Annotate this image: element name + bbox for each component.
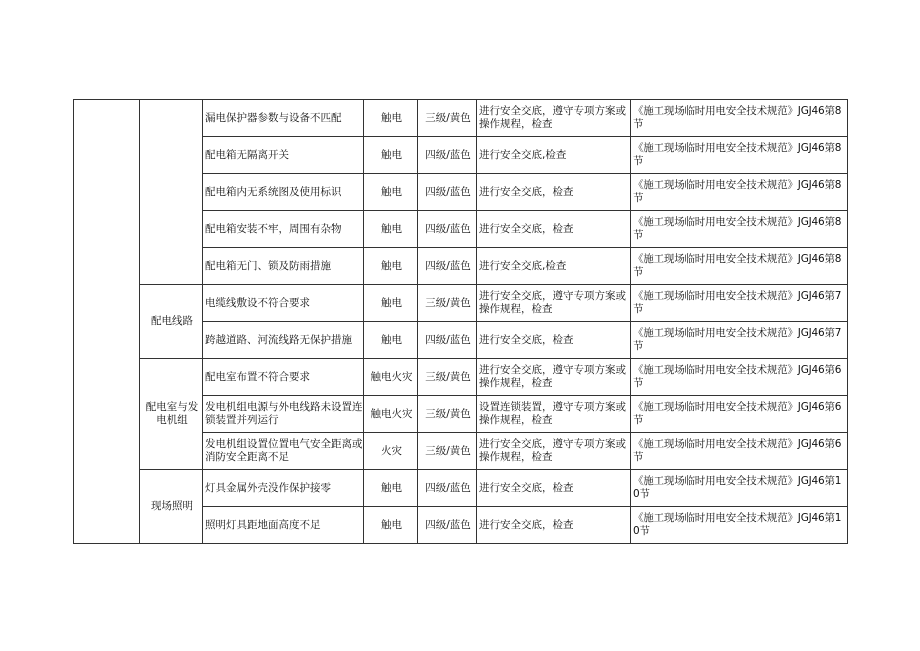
risk-level-cell: 三级/黄色 xyxy=(418,100,477,137)
hazard-item-cell: 灯具金属外壳没作保护接零 xyxy=(203,470,364,507)
hazard-type-cell: 触电 xyxy=(364,470,418,507)
risk-level-cell: 四级/蓝色 xyxy=(418,211,477,248)
hazard-type-cell: 触电火灾 xyxy=(364,359,418,396)
risk-level-cell: 三级/黄色 xyxy=(418,359,477,396)
category-cell xyxy=(74,100,140,544)
basis-cell: 《施工现场临时用电安全技术规范》JGJ46第10节 xyxy=(631,470,848,507)
control-measure-cell: 进行安全交底，遵守专项方案或操作规程，检查 xyxy=(477,100,631,137)
risk-level-cell: 四级/蓝色 xyxy=(418,470,477,507)
hazard-type-cell: 触电 xyxy=(364,285,418,322)
hazard-type-cell: 火灾 xyxy=(364,433,418,470)
basis-cell: 《施工现场临时用电安全技术规范》JGJ46第8节 xyxy=(631,248,848,285)
hazard-type-cell: 触电火灾 xyxy=(364,396,418,433)
subcategory-cell: 配电室与发电机组 xyxy=(140,359,203,470)
basis-cell: 《施工现场临时用电安全技术规范》JGJ46第8节 xyxy=(631,211,848,248)
subcategory-cell: 现场照明 xyxy=(140,470,203,544)
risk-level-cell: 三级/黄色 xyxy=(418,285,477,322)
hazard-item-cell: 配电箱无隔离开关 xyxy=(203,137,364,174)
basis-cell: 《施工现场临时用电安全技术规范》JGJ46第8节 xyxy=(631,137,848,174)
risk-level-cell: 四级/蓝色 xyxy=(418,137,477,174)
basis-cell: 《施工现场临时用电安全技术规范》JGJ46第7节 xyxy=(631,285,848,322)
control-measure-cell: 进行安全交底，检查 xyxy=(477,470,631,507)
hazard-type-cell: 触电 xyxy=(364,507,418,544)
basis-cell: 《施工现场临时用电安全技术规范》JGJ46第8节 xyxy=(631,100,848,137)
subcategory-cell: 配电线路 xyxy=(140,285,203,359)
hazard-item-cell: 跨越道路、河流线路无保护措施 xyxy=(203,322,364,359)
control-measure-cell: 进行安全交底，检查 xyxy=(477,322,631,359)
hazard-item-cell: 配电箱安装不牢，周围有杂物 xyxy=(203,211,364,248)
basis-cell: 《施工现场临时用电安全技术规范》JGJ46第8节 xyxy=(631,174,848,211)
control-measure-cell: 进行安全交底，遵守专项方案或操作规程，检查 xyxy=(477,433,631,470)
risk-table xyxy=(73,99,848,544)
hazard-item-cell: 电缆线敷设不符合要求 xyxy=(203,285,364,322)
control-measure-cell: 进行安全交底，遵守专项方案或操作规程，检查 xyxy=(477,359,631,396)
subcategory-cell xyxy=(140,100,203,285)
basis-cell: 《施工现场临时用电安全技术规范》JGJ46第7节 xyxy=(631,322,848,359)
hazard-item-cell: 配电箱内无系统图及使用标识 xyxy=(203,174,364,211)
hazard-item-cell: 照明灯具距地面高度不足 xyxy=(203,507,364,544)
table-row xyxy=(74,359,848,396)
hazard-item-cell: 发电机组设置位置电气安全距离或消防安全距离不足 xyxy=(203,433,364,470)
risk-level-cell: 四级/蓝色 xyxy=(418,507,477,544)
hazard-type-cell: 触电 xyxy=(364,211,418,248)
risk-level-cell: 三级/黄色 xyxy=(418,433,477,470)
table-row xyxy=(74,470,848,507)
control-measure-cell: 进行安全交底,检查 xyxy=(477,137,631,174)
risk-level-cell: 三级/黄色 xyxy=(418,396,477,433)
hazard-item-cell: 发电机组电源与外电线路未设置连锁装置并列运行 xyxy=(203,396,364,433)
hazard-type-cell: 触电 xyxy=(364,100,418,137)
basis-cell: 《施工现场临时用电安全技术规范》JGJ46第6节 xyxy=(631,359,848,396)
control-measure-cell: 进行安全交底,检查 xyxy=(477,248,631,285)
control-measure-cell: 进行安全交底，检查 xyxy=(477,507,631,544)
hazard-item-cell: 配电室布置不符合要求 xyxy=(203,359,364,396)
risk-level-cell: 四级/蓝色 xyxy=(418,248,477,285)
basis-cell: 《施工现场临时用电安全技术规范》JGJ46第10节 xyxy=(631,507,848,544)
risk-level-cell: 四级/蓝色 xyxy=(418,322,477,359)
basis-cell: 《施工现场临时用电安全技术规范》JGJ46第6节 xyxy=(631,433,848,470)
control-measure-cell: 进行安全交底，检查 xyxy=(477,211,631,248)
hazard-item-cell: 配电箱无门、锁及防雨措施 xyxy=(203,248,364,285)
table-row xyxy=(74,100,848,137)
hazard-type-cell: 触电 xyxy=(364,248,418,285)
hazard-type-cell: 触电 xyxy=(364,137,418,174)
risk-level-cell: 四级/蓝色 xyxy=(418,174,477,211)
hazard-type-cell: 触电 xyxy=(364,174,418,211)
control-measure-cell: 进行安全交底，遵守专项方案或操作规程，检查 xyxy=(477,285,631,322)
hazard-type-cell: 触电 xyxy=(364,322,418,359)
control-measure-cell: 设置连锁装置，遵守专项方案或操作规程，检查 xyxy=(477,396,631,433)
hazard-item-cell: 漏电保护器参数与设备不匹配 xyxy=(203,100,364,137)
table-row xyxy=(74,285,848,322)
control-measure-cell: 进行安全交底，检查 xyxy=(477,174,631,211)
basis-cell: 《施工现场临时用电安全技术规范》JGJ46第6节 xyxy=(631,396,848,433)
